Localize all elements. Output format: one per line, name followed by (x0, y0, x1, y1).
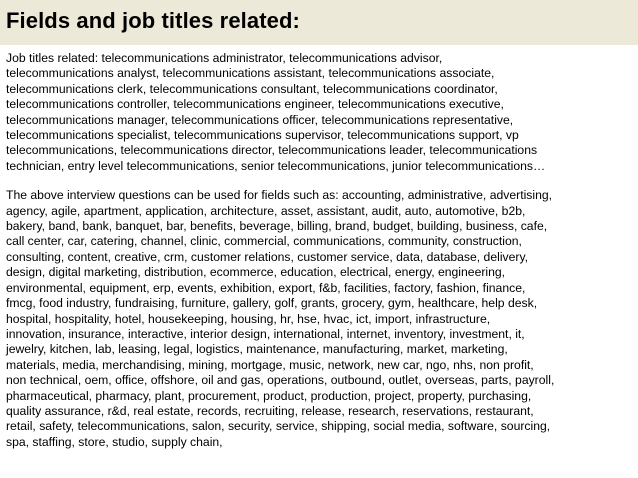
text-line: design, digital marketing, distribution, ecommerce, education, electrical, energy, engineering, (6, 265, 506, 280)
text-line: technician, entry level telecommunications, senior telecommunications, junior telecommunications… (6, 158, 546, 173)
title-bar (0, 0, 638, 45)
slide-content (6, 51, 636, 450)
text-line: call center, car, catering, channel, clinic, commercial, communications, community, construction, (6, 234, 522, 249)
text-line: telecommunications specialist, telecommunications supervisor, telecommunications support, vp (6, 128, 519, 143)
text-line: telecommunications clerk, telecommunications consultant, telecommunications coordinator, (6, 81, 498, 96)
slide-title: Fields and job titles related: (6, 8, 300, 33)
text-line: quality assurance, r&d, real estate, records, recruiting, release, research, reservations, restaurant, (6, 403, 534, 418)
text-line: telecommunications, telecommunications director, telecommunications leader, telecommunications (6, 143, 538, 158)
job-titles-paragraph (6, 51, 636, 174)
text-line: retail, safety, telecommunications, salon, security, service, shipping, social media, software, sourcing, (6, 419, 551, 434)
text-line: telecommunications controller, telecommunications engineer, telecommunications executive, (6, 97, 504, 112)
text-line: The above interview questions can be used for fields such as: accounting, administrative, advertising, (6, 188, 553, 203)
text-line: non technical, oem, office, offshore, oil and gas, operations, outbound, outlet, overseas, parts, payroll, (6, 373, 555, 388)
text-line: pharmaceutical, pharmacy, plant, procurement, product, production, project, property, purchasing, (6, 388, 532, 403)
text-line: consulting, content, creative, crm, customer relations, customer service, data, database, delivery, (6, 249, 529, 264)
text-line: environmental, equipment, erp, events, exhibition, export, f&b, facilities, factory, fashion, finance, (6, 280, 526, 295)
fields-paragraph (6, 188, 636, 450)
text-line: bakery, band, bank, banquet, bar, benefits, beverage, billing, brand, budget, building, business, cafe, (6, 219, 548, 234)
text-line: innovation, insurance, interactive, interior design, international, internet, inventory, investment, it, (6, 326, 525, 341)
text-line: telecommunications analyst, telecommunications assistant, telecommunications associate, (6, 66, 495, 81)
text-line: telecommunications manager, telecommunications officer, telecommunications representative, (6, 112, 514, 127)
text-line: fmcg, food industry, fundraising, furniture, gallery, golf, grants, grocery, gym, healthcare, help desk, (6, 296, 538, 311)
text-line: Job titles related: telecommunications administrator, telecommunications advisor, (6, 51, 443, 65)
text-line: agency, agile, apartment, application, architecture, asset, assistant, audit, auto, automotive, b2b, (6, 203, 526, 218)
text-line: jewelry, kitchen, lab, leasing, legal, logistics, maintenance, manufacturing, market, marketing, (6, 342, 508, 357)
text-line: hospital, hospitality, hotel, housekeeping, housing, hr, hse, hvac, ict, import, infrastructure, (6, 311, 491, 326)
text-line: materials, media, merchandising, mining, mortgage, music, network, new car, ngo, nhs, non profit, (6, 357, 534, 372)
text-line: spa, staffing, store, studio, supply chain, (6, 434, 223, 449)
